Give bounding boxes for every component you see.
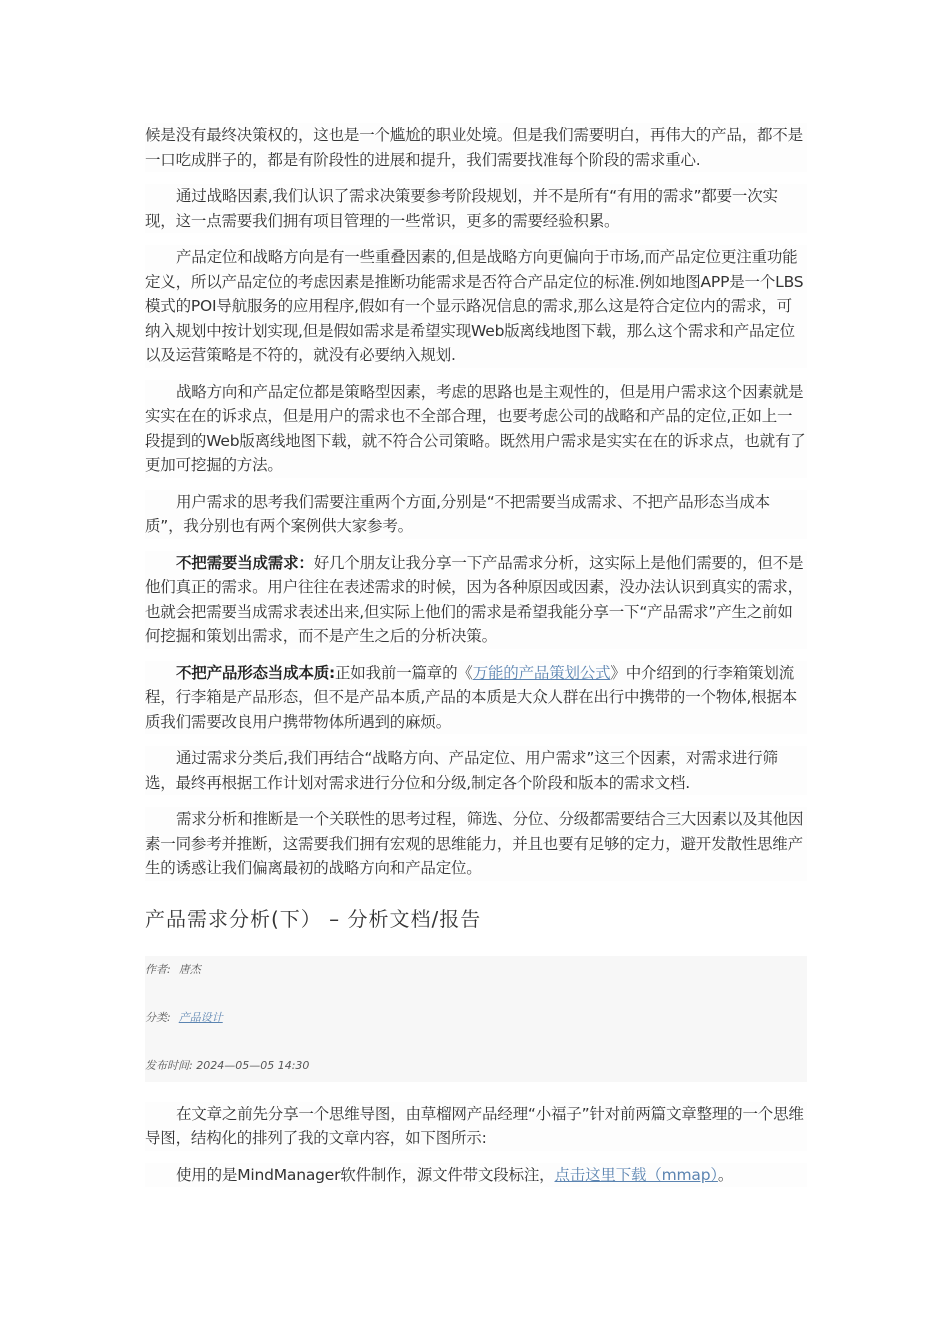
article-content: [145, 123, 807, 1199]
intro-paragraph: 在文章之前先分享一个思维导图，由草榴网产品经理“小福子”针对前两篇文章整理的一个思维导图，结构化的排列了我的文章内容，如下图所示:: [145, 1102, 807, 1151]
paragraph-text: 使用的是MindManager软件制作，源文件带文段标注，: [176, 1165, 555, 1184]
paragraph-need-vs-demand: [145, 551, 807, 649]
author-name: 唐杰: [178, 962, 201, 976]
article-title: 产品需求分析(下） – 分析文档/报告: [145, 906, 482, 931]
paragraph: 产品定位和战略方向是有一些重叠因素的,但是战略方向更偏向于市场,而产品定位更注重功能定义，所以产品定位的考虑因素是推断功能需求是否符合产品定位的标准.例如地图APP是一个LBS模式的POI导航服务的应用程序,假如有一个显示路况信息的需求,那么这是符合定位内的需求，可纳入规划中按计划实现,但是假如需求是希望实现Web版离线地图下载，那么这个需求和产品定位以及运营策略是不符的，就没有必要纳入规划.: [145, 245, 807, 368]
date-label: 发布时间:: [145, 1058, 193, 1072]
date-row: [145, 1054, 807, 1078]
download-paragraph: [145, 1163, 807, 1188]
publish-date: 2024—05—05 14:30: [196, 1058, 310, 1072]
paragraph: 用户需求的思考我们需要注重两个方面,分别是“不把需要当成需求、不把产品形态当成本质”，我分别也有两个案例供大家参考。: [145, 490, 807, 539]
paragraph-form-vs-essence: [145, 661, 807, 735]
author-label: 作者:: [145, 962, 171, 976]
download-link[interactable]: 点击这里下载（mmap）: [554, 1165, 718, 1184]
article-meta: [145, 956, 807, 1082]
paragraph: 战略方向和产品定位都是策略型因素，考虑的思路也是主观性的，但是用户需求这个因素就是实实在在的诉求点，但是用户的需求也不全部合理，也要考虑公司的战略和产品的定位,正如上一段提到的Web版离线地图下载，就不符合公司策略。既然用户需求是实实在在的诉求点，也就有了更加可挖掘的方法。: [145, 380, 807, 478]
paragraph-text: 正如我前一篇章的《: [335, 663, 473, 682]
article-link[interactable]: 万能的产品策划公式: [472, 663, 611, 682]
paragraph: 需求分析和推断是一个关联性的思考过程，筛选、分位、分级都需要结合三大因素以及其他因素一同参考并推断，这需要我们拥有宏观的思维能力，并且也要有足够的定力，避开发散性思维产生的诱惑让我们偏离最初的战略方向和产品定位。: [145, 807, 807, 881]
category-label: 分类:: [145, 1010, 171, 1024]
author-row: [145, 958, 807, 982]
paragraph: 通过战略因素,我们认识了需求决策要参考阶段规划，并不是所有“有用的需求”都要一次实现，这一点需要我们拥有项目管理的一些常识，更多的需要经验积累。: [145, 184, 807, 233]
paragraph: 候是没有最终决策权的，这也是一个尴尬的职业处境。但是我们需要明白，再伟大的产品，都不是一口吃成胖子的，都是有阶段性的进展和提升，我们需要找准每个阶段的需求重心.: [145, 123, 807, 172]
paragraph-text: 。: [717, 1165, 734, 1184]
paragraph: 通过需求分类后,我们再结合“战略方向、产品定位、用户需求”这三个因素，对需求进行筛选，最终再根据工作计划对需求进行分位和分级,制定各个阶段和版本的需求文档.: [145, 746, 807, 795]
category-link[interactable]: 产品设计: [178, 1010, 223, 1024]
category-row: [145, 1006, 807, 1030]
paragraph-text: 好几个朋友让我分享一下产品需求分析，这实际上是他们需要的，但不是他们真正的需求。用户往往在表述需求的时候，因为各种原因或因素，没办法认识到真实的需求，也就会把需要当成需求表述出来,但实际上他们的需求是希望我能分享一下“产品需求”产生之前如何挖掘和策划出需求，而不是产生之后的分析决策。: [145, 553, 804, 645]
paragraph-text: 》中介绍到的行李箱策划流程，行李箱是产品形态，但不是产品本质,产品的本质是大众人群在出行中携带的一个物体,根据本质我们需要改良用户携带物体所遇到的麻烦。: [145, 663, 798, 731]
bold-lead: 不把产品形态当成本质:: [176, 663, 335, 682]
bold-lead: 不把需要当成需求：: [176, 553, 314, 572]
